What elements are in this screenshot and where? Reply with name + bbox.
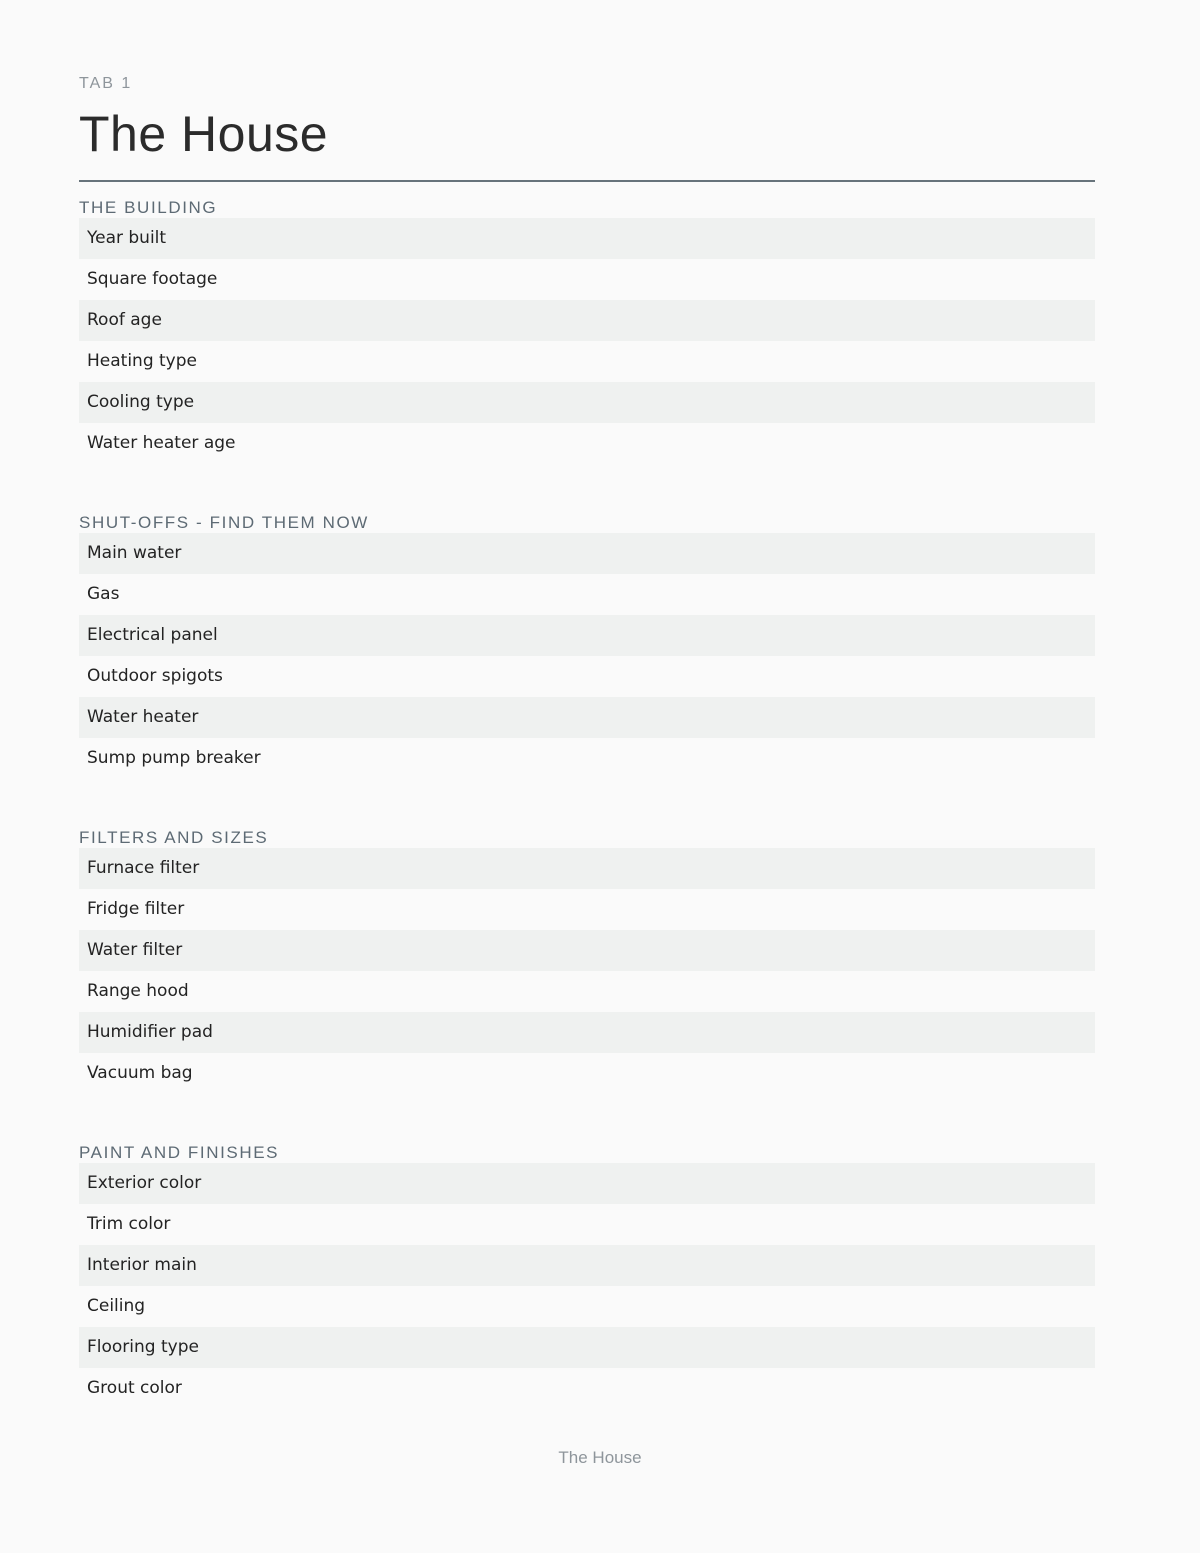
field-row-cooling-type[interactable]: Cooling type — [79, 382, 1095, 423]
field-row-roof-age[interactable]: Roof age — [79, 300, 1095, 341]
field-row-grout-color[interactable]: Grout color — [87, 1378, 182, 1398]
section-paint-and-finishes — [79, 1143, 1095, 1409]
field-row-exterior-color[interactable]: Exterior color — [79, 1163, 1095, 1204]
field-row-water-heater[interactable]: Water heater — [79, 697, 1095, 738]
field-row-outdoor-spigots[interactable]: Outdoor spigots — [87, 666, 223, 686]
field-row-interior-main[interactable]: Interior main — [79, 1245, 1095, 1286]
field-row-flooring-type[interactable]: Flooring type — [79, 1327, 1095, 1368]
field-row-water-heater-age[interactable]: Water heater age — [87, 433, 236, 453]
field-list — [79, 848, 1095, 1094]
field-row-humidifier-pad[interactable]: Humidifier pad — [79, 1012, 1095, 1053]
field-list — [79, 1163, 1095, 1409]
field-row-vacuum-bag[interactable]: Vacuum bag — [87, 1063, 193, 1083]
field-row-heating-type[interactable]: Heating type — [87, 351, 197, 371]
section-heading: FILTERS AND SIZES — [79, 828, 269, 847]
field-row-ceiling[interactable]: Ceiling — [87, 1296, 146, 1316]
section-heading: SHUT-OFFS - FIND THEM NOW — [79, 513, 369, 532]
tab-label: TAB 1 — [79, 75, 133, 92]
field-row-fridge-filter[interactable]: Fridge filter — [87, 899, 185, 919]
title-divider — [79, 180, 1095, 182]
field-row-square-footage[interactable]: Square footage — [87, 269, 218, 289]
section-heading: THE BUILDING — [79, 198, 218, 217]
field-row-sump-pump-breaker[interactable]: Sump pump breaker — [87, 748, 261, 768]
page-content — [79, 73, 1095, 1409]
section-shut-offs — [79, 513, 1095, 779]
section-heading: PAINT AND FINISHES — [79, 1143, 280, 1162]
section-filters-and-sizes — [79, 828, 1095, 1094]
section-the-building — [79, 198, 1095, 464]
field-list — [79, 533, 1095, 779]
field-row-range-hood[interactable]: Range hood — [87, 981, 189, 1001]
field-list — [79, 218, 1095, 464]
field-row-trim-color[interactable]: Trim color — [87, 1214, 171, 1234]
field-row-main-water[interactable]: Main water — [79, 533, 1095, 574]
page-footer: The House — [558, 1448, 642, 1467]
field-row-water-filter[interactable]: Water filter — [79, 930, 1095, 971]
page-title: The House — [79, 106, 329, 162]
field-row-year-built[interactable]: Year built — [79, 218, 1095, 259]
field-row-furnace-filter[interactable]: Furnace filter — [79, 848, 1095, 889]
field-row-electrical-panel[interactable]: Electrical panel — [79, 615, 1095, 656]
field-row-gas[interactable]: Gas — [87, 584, 120, 604]
